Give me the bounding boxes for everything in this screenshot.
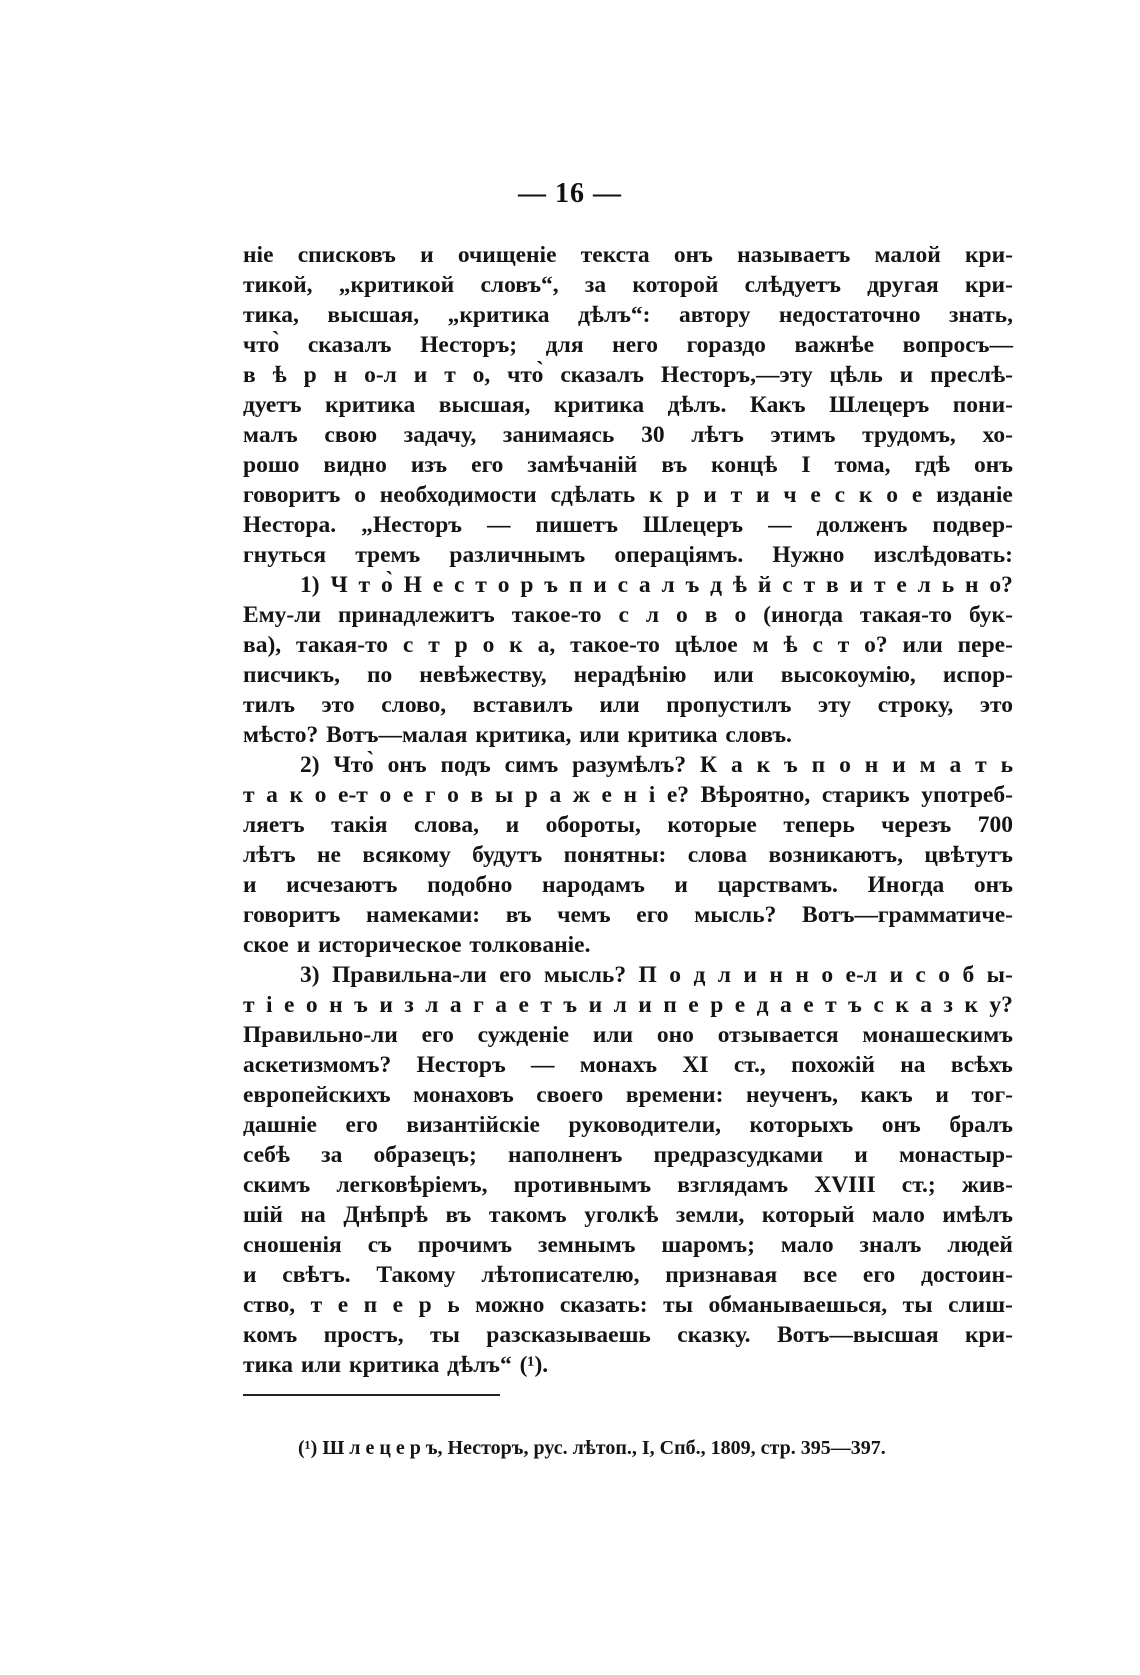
text-line: себѣ за образецъ; наполненъ предразсудками и монастыр- [243,1142,1013,1168]
text-line: Ему-ли принадлежитъ такое-то с л о в о (иногда такая-то бук- [243,602,1013,628]
text-line: ское и историческое толкованіе. [243,932,591,958]
text-line: тика, высшая, „критика дѣлъ“: автору недостаточно знать, [243,302,1013,328]
text-line: и свѣтъ. Такому лѣтописателю, признавая все его достоин- [243,1262,1013,1288]
text-line: т а к о е-т о е г о в ы р а ж е н і е? Вѣроятно, старикъ употреб- [243,782,1013,808]
footnote: (¹) Ш л е ц е р ъ, Несторъ, рус. лѣтоп., I, Спб., 1809, стр. 395—397. [298,1437,886,1459]
text-line: гнуться тремъ различнымъ операціямъ. Нужно изслѣдовать: [243,542,1013,568]
text-line: и исчезаютъ подобно народамъ и царствамъ. Иногда онъ [243,872,1013,898]
text-line: Нестора. „Несторъ — пишетъ Шлецеръ — долженъ подвер- [243,512,1013,538]
text-line: ва), такая-то с т р о к а, такое-то цѣлое м ѣ с т о? или пере- [243,632,1013,658]
text-line: что̀ сказалъ Несторъ; для него гораздо важнѣе вопросъ— [243,332,1013,358]
text-line: Правильно-ли его сужденіе или оно отзывается монашескимъ [243,1022,1013,1048]
text-line: малъ свою задачу, занимаясь 30 лѣтъ этимъ трудомъ, хо- [243,422,1013,448]
text-line: лѣтъ не всякому будутъ понятны: слова возникаютъ, цвѣтутъ [243,842,1013,868]
text-line: в ѣ р н о-л и т о, что̀ сказалъ Несторъ,—эту цѣль и преслѣ- [243,362,1013,388]
text-line: писчикъ, по невѣжеству, нерадѣнію или высокоумію, испор- [243,662,1013,688]
text-line: говоритъ намеками: въ чемъ его мысль? Вотъ—грамматиче- [243,902,1013,928]
text-line: ляетъ такія слова, и обороты, которые теперь черезъ 700 [243,812,1013,838]
text-line: 3) Правильна-ли его мысль? П о д л и н н о е-л и с о б ы- [300,962,1013,988]
text-line: дашніе его византійскіе руководители, которыхъ онъ бралъ [243,1112,1013,1138]
text-line: т і е о н ъ и з л а г а е т ъ и л и п е р е д а е т ъ с к а з к у? [243,992,1013,1018]
text-line: европейскихъ монаховъ своего времени: неученъ, какъ и тог- [243,1082,1013,1108]
text-line: ство, т е п е р ь можно сказать: ты обманываешься, ты слиш- [243,1292,1013,1318]
text-line: тикой, „критикой словъ“, за которой слѣдуетъ другая кри- [243,272,1013,298]
text-line: говоритъ о необходимости сдѣлать к р и т и ч е с к о е изданіе [243,482,1013,508]
text-line: комъ простъ, ты разсказываешь сказку. Вотъ—высшая кри- [243,1322,1013,1348]
text-line: сношенія съ прочимъ земнымъ шаромъ; мало зналъ людей [243,1232,1013,1258]
text-line: тилъ это слово, вставилъ или пропустилъ эту строку, это [243,692,1013,718]
body-text [243,240,1013,1380]
text-line: аскетизмомъ? Несторъ — монахъ XI ст., похожій на всѣхъ [243,1052,1013,1078]
text-line: 2) Что̀ онъ подъ симъ разумѣлъ? К а к ъ п о н и м а т ь [300,752,1013,778]
text-line: тика или критика дѣлъ“ (¹). [243,1352,549,1378]
text-line: рошо видно изъ его замѣчаній въ концѣ I тома, гдѣ онъ [243,452,1013,478]
text-line: 1) Ч т о̀ Н е с т о р ъ п и с а л ъ д ѣ й с т в и т е л ь н о? [300,572,1013,598]
text-line: скимъ легковѣріемъ, противнымъ взглядамъ XVIII ст.; жив- [243,1172,1013,1198]
footnote-divider [243,1394,500,1396]
text-line: ніе списковъ и очищеніе текста онъ называетъ малой кри- [243,242,1013,268]
page-number: — 16 — [518,178,622,209]
text-line: мѣсто? Вотъ—малая критика, или критика словъ. [243,722,792,748]
text-line: шій на Днѣпрѣ въ такомъ уголкѣ земли, который мало имѣлъ [243,1202,1013,1228]
text-line: дуетъ критика высшая, критика дѣлъ. Какъ Шлецеръ пони- [243,392,1013,418]
